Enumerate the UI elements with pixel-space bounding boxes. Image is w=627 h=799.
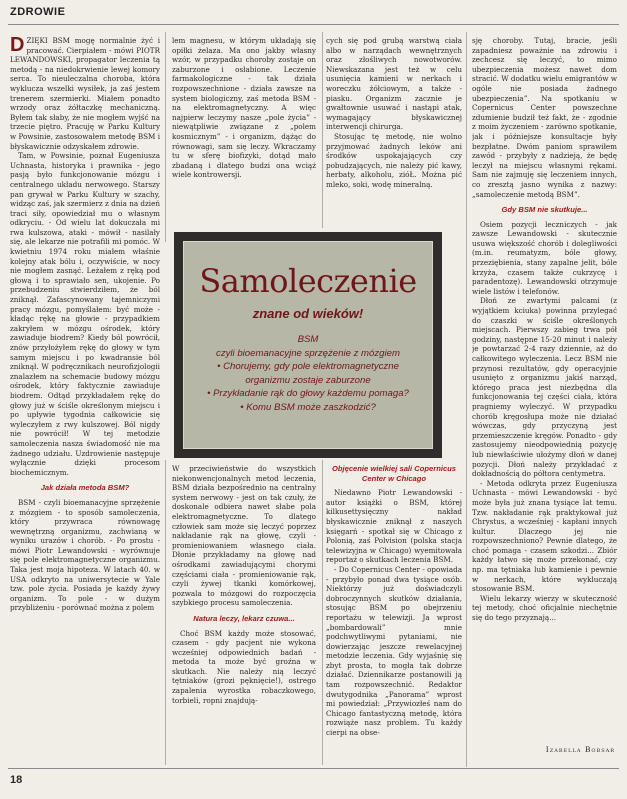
paragraph: Niedawno Piotr Lewandowski - autor książki o BSM, której kilkusettysięczny nakład błyskawicznie zniknął z naszych księgarń - spotkał się w Chicago z Polonią, zaś Polvision (polska stacja telewizyjna w Chicago) wyemitowała reportaż o skutkach leczenia BSM. — [326, 488, 462, 565]
paragraph: Osiem pozycji leczniczych - jak zawsze Lewandowski - skutecznie usuwa większość chorób i dolegliwości (m.in. reumatyzm, bóle głowy, przeziębienia, stany zapalne jelit, bóle krzyża, czasem także cukrzycę i paradentozę). Lewandowski otrzymuje wiele listów i telefonów. — [472, 219, 617, 296]
author-byline: Izabella Bobsar — [545, 745, 615, 754]
paragraph: - Do Copernicus Center - opowiada - przybyło ponad dwa tysiące osób. Niektórzy już doświadczyli dobroczynnych skutków działania, stosując BSM po obejrzeniu reportażu w telewizji. Ja wprost „bombardowali” mnie podchwytliwymi pytaniami, nie dowierzając jeszcze rewelacyjnej metodzie leczenia. Gdy wyjaśnię się zbyt prosta, to mogła tak dobrze działać. Dziennikarze postanowili ją tam rozpowszechnić. Redaktor dwutygodnika „Panorama” wprost mi powiedział: „Przywiozłeś nam do Chicago fantastyczną metodę, która rozwiąże nasz problem. Tu każdy cierpi na obse- — [326, 564, 462, 738]
feature-line: • Komu BSM może zaszkodzić? — [240, 401, 376, 413]
column-divider — [322, 32, 323, 228]
column-3-top — [326, 36, 462, 230]
feature-title: Samoleczenie — [199, 262, 417, 300]
feature-line: BSM — [297, 334, 319, 345]
feature-line: • Chorujemy, gdy pole elektromagnetyczne — [217, 361, 399, 373]
section-label: ZDROWIE — [10, 6, 66, 18]
paragraph: Dłoń ze zwartymi palcami (z wyjątkiem kciuka) powinna przylegać do czaszki w ściśle określonych miejscach. Pierwszy zabieg trwa pół godziny, następne 15-20 minut i należy je powtarzać 2-4 razy dziennie, aż do całkowitego wyleczenia. Lecz BSM nie przynosi rezultatów, gdy operacyjnie usunięto z organizmu jakiś narząd, którego praca jest niezbędna dla funkcjonowania tej części ciała, która pragniemy wyleczyć. W przypadku chorób kręgosłupa może nie działać wówczas, gdy przyczyną jest przemieszczenie kręgów. Ponadto - gdy zastosujemy nieodpowiednią pozycję lub niewłaściwie ułożymy dłoń w danej pozycji. Dłoń należy przykładać z dokładnością do półtora centymetra. — [472, 296, 617, 479]
paragraph: W przeciwieństwie do wszystkich niekonwencjonalnych metod leczenia, BSM działa bezpośrednio na centralny system nerwowy - jest on tak czuły, że doskonale odbiera nawet słabe pola elektromagnetyczne. To dlatego człowiek sam może się leczyć poprzez nakładanie rąk na głowę, czyli - promieniowaniem własnego ciała. Dłonie przykładamy na głowę nad ośrodkami zawiadującymi chorymi częściami ciała - promieniowanie rąk, czyli żywej tkanki komórkowej, pozwala to mózgowi do rozpoczęcia szybkiego procesu samoleczenia. — [172, 464, 316, 608]
feature-line: • Przykładanie rąk do głowy każdemu pomaga? — [207, 388, 409, 400]
lead-paragraph: DZIĘKI BSM mogę normalnie żyć i pracować. Cierpiałem - mówi PIOTR LEWANDOWSKI, propagator leczenia tą metodą - na niedokrwienie lewej komory serca. To nieuleczalna choroba, która wyklucza wszelki wysiłek, ja zaś jestem trenerem szermierki. Miałem ponadto wrzody oraz żółtaczkę mechaniczną. Byłem tak słaby, że nie mogłem wyjść na trzecie piętro. Pracuję w Parku Kultury w Powsinie, zastosowałem metodę BSM i błyskawicznie odzyskałem zdrowie. — [10, 36, 160, 151]
paragraph: sję choroby. Tutaj, bracie, jeśli zapadniesz poważnie na zdrowiu i zechcesz się leczyć, to mimo ubezpieczenia możesz nawet dom stracić. W dodatku wielu emigrantów w ogóle nie posiada żadnego ubezpieczenia”. Na spotkaniu w Copernicus Center powszechne zdumienie budził też fakt, że - zgodnie z moim życzeniem - zarówno spotkanie, jak i późniejsze konsultacje były bezpłatne. Dwóm paniom sprawiłem zawód - przybyły z nadzieją, że będę leczył na miejscu własnymi rękami. Sam nie zajmuję się leczeniem innych, co zresztą jasno wynika z nazwy: „samoleczenie metodą BSM”. — [472, 36, 617, 199]
subheading: Gdy BSM nie skutkuje... — [501, 205, 588, 215]
feature-line: czyli bioemanacyjne sprzężenie z mózgiem — [216, 347, 400, 359]
feature-box — [174, 232, 442, 458]
paragraph: Tam, w Powsinie, poznał Eugeniusza Uchnasta, historyka i prawnika - jego pasją było funkcjonowanie mózgu i centralnego układu nerwowego. Starszy pan grywał w Parku Kultury w szachy, widząc zaś, jak szermierz z dnia na dzień traci siły, opowiedział mu o własnym odkryciu. - Od wielu lat dokuczała mi rwa kulszowa, ataki - mówił - nasilały się, ale lekarze nie potrafili mi pomóc. W kwietniu 1974 roku miałem właśnie kolejny atak bólu i, oczywiście, w nocy nie mogłem zasnąć. Leżałem z ręką pod głową i to sprawiało sen, ukojenie. Po przebudzeniu stwierdziłem, że ból zniknął. Zafascynowany tajemniczymi pracy mózgu, pomyślałem: być może - kładąc rękę na głowie - przypadkiem zakryłem w mózgu ośrodek, który zawiaduje biodrem? Kiedy ból powrócił, znów przyłożyłem rękę do głowy w tym samym miejscu i po kwadransie ból zniknął. W podręcznikach neurofizjologii znalazłem na schemacie budowy mózgu ośrodek, który faktycznie zawiaduje biodrem. Odtąd przykładałem rękę do głowy już w ściśle określonym miejscu i po upływie tygodnia całkowicie się wyleczyłem z rwy kulszowej. Ból nigdy nie powrócił! W tej metodzie samoleczenia nasza świadomość nie ma żadnego udziału. Uzdrowienie następuje wyłącznie dzięki procesom biochemicznym. — [10, 151, 160, 477]
top-rule — [8, 24, 619, 25]
paragraph: Wielu lekarzy wierzy w skuteczność tej metody, choć oficjalnie niechętnie się do tego przyznają... — [472, 593, 617, 623]
feature-lines — [192, 333, 424, 415]
subheading: Jak działa metoda BSM? — [40, 483, 130, 493]
paragraph: Choć BSM każdy może stosować, czasem - gdy pacjent nie wykona wcześniej odpowiednich badań - metoda ta może być groźna w skutkach. Nie należy nią leczyć tętniaków (grozi pęknięcie!), ostrego zapalenia wyrostka robaczkowego, torbieli, ropni znajdują- — [172, 628, 316, 705]
column-divider — [466, 32, 467, 767]
bottom-rule — [8, 768, 619, 769]
column-divider — [322, 460, 323, 765]
paragraph: Stosując tę metodę, nie wolno przyjmować żadnych leków ani środków uspokajających czy pobudzających, nie należy pić kawy, herbaty, alkoholu, zióŁ. Można pić mleko, soki, wodę mineralną. — [326, 131, 462, 189]
column-divider — [165, 32, 166, 242]
drop-cap: D — [10, 36, 25, 56]
column-3-bottom — [326, 464, 462, 762]
paragraph: - Metoda odkryta przez Eugeniusza Uchnasta - mówi Lewandowski - być może była już znana tysiące lat temu. Tzw. nakładanie rąk praktykował już Chrystus, a wcześniej - kapłani innych kultur. Dlaczego jej nie rozpowszechniono? Pewnie dlatego, że choć pomaga - czasem szkodzi... Zbiór każdy łatwo się może przekonać, czy np. ma tętniaka lub kamienie i pewnie w nerkach, które wykluczają stosowanie BSM. — [472, 478, 617, 594]
column-4 — [472, 36, 617, 742]
column-divider — [165, 460, 166, 765]
feature-subtitle: znane od wieków! — [252, 306, 364, 321]
paragraph: cych się pod grubą warstwą ciała albo w narządach wewnętrznych oraz złośliwych nowotworów. Niewskazana jest też w celu usunięcia kamieni w nerkach i woreczku żółciowym, a także - piasku. Organizm zacznie je gwałtownie usuwać i nastąpi atak, wymagający błyskawicznej interwencji chirurga. — [326, 36, 462, 132]
column-2-bottom — [172, 464, 316, 762]
page-number: 18 — [10, 774, 23, 786]
column-2-top — [172, 36, 316, 230]
feature-line: organizmu zostaje zaburzone — [245, 374, 371, 386]
column-1 — [10, 36, 160, 762]
feature-box-inner — [183, 241, 433, 449]
subheading: Objęcenie wielkiej sali Copernicus Center w Chicago — [331, 464, 457, 483]
paragraph: BSM - czyli bioemanacyjne sprzężenie z mózgiem - to sposób samoleczenia, który przywraca równowagę wewnętrzną organizmu, zachwianą w wyniku urazów i chorób. - Po prostu - mówi Piotr Lewandowski - wyrównuje się pole elektromagnetyczne organizmu. Taka jest moja hipoteza. W latach 40. w USA odkryto na uniwersytecie w Yale tzw. pole życia. Posiada je każdy żywy organizm. To pole - w dużym przybliżeniu - porównać można z polem — [10, 497, 160, 613]
subheading: Natura leczy, lekarz czuwa... — [193, 613, 295, 623]
paragraph: lem magnesu, w którym układają się opiłki żelaza. Ma ono jakby własny wzór, w przypadku choroby zostaje on zaburzone i osłabione. Leczenie farmakologiczne - tak działa rozpowszechnione - działa zawsze na system biologiczny, zaś metoda BSM - na elektromagnetyczny. A więc najpierw leczymy nasze „pole życia” - niewątpliwie związane z „polem kosmicznym” - i organizm, dążąc do równowagi, sam się leczy. Wkraczamy tu w sferę biofizyki, dotąd mało zbadaną i dlatego budzi ona wciąż wiele kontrowersji. — [172, 36, 316, 180]
